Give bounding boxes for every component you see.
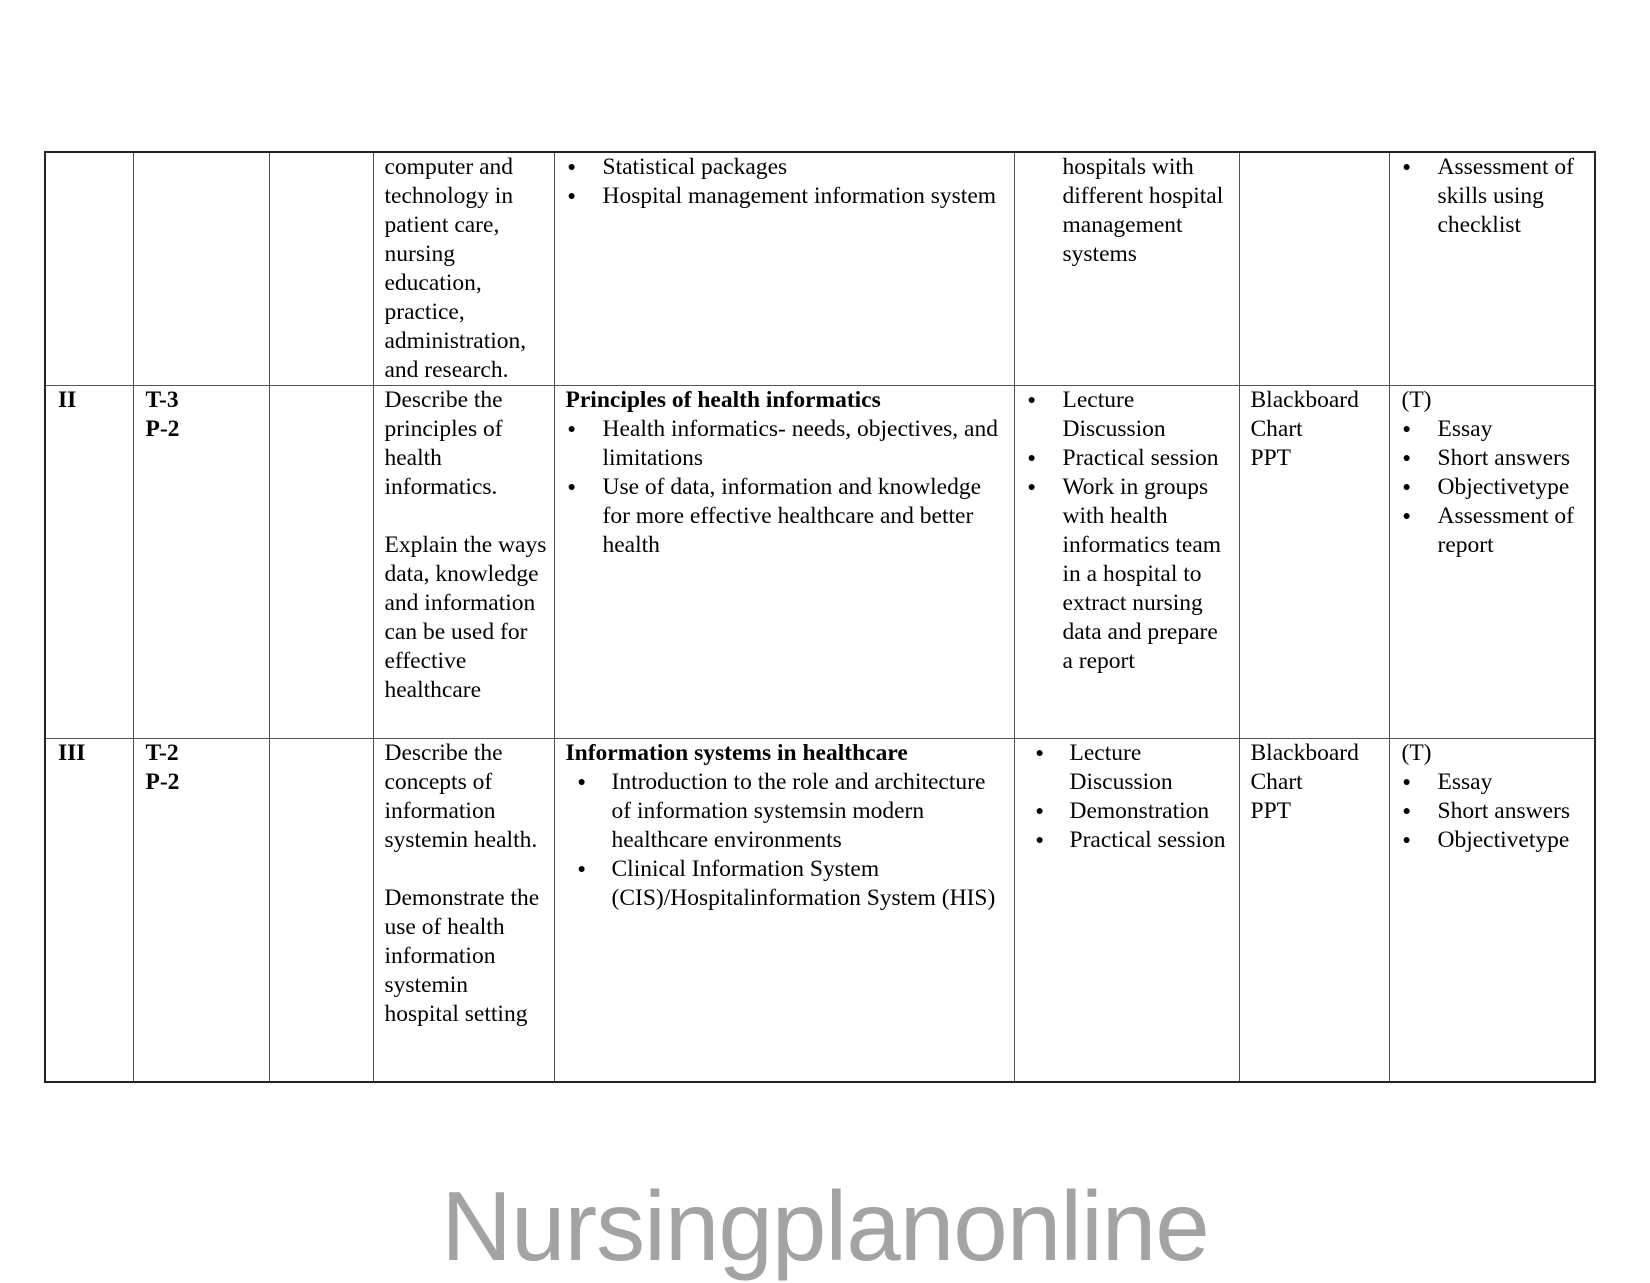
unit-cell bbox=[45, 386, 133, 739]
methods-list bbox=[1015, 739, 1239, 855]
theory-hours: T-2 bbox=[145, 740, 179, 766]
unit-cell bbox=[45, 152, 133, 386]
aid-item: Chart bbox=[1250, 416, 1303, 442]
objective-text: Describe the concepts of information systemin health. bbox=[384, 740, 538, 853]
list-item: ● Practical session bbox=[1026, 826, 1233, 855]
table-row bbox=[45, 386, 1595, 739]
evaluation-list bbox=[1390, 768, 1595, 855]
list-item: ● Objectivetype bbox=[1401, 826, 1589, 855]
list-item: ● Health informatics- needs, objectives, and limitations bbox=[566, 415, 1008, 473]
blank-cell bbox=[269, 386, 373, 739]
objective-text: computer and technology in patient care, nursing education, practice, administration, and research. bbox=[384, 154, 527, 383]
aid-item: Blackboard bbox=[1250, 387, 1359, 413]
unit-label: III bbox=[58, 740, 86, 766]
hours-cell bbox=[133, 739, 269, 1083]
curriculum-table bbox=[44, 151, 1596, 1083]
methods-cell bbox=[1014, 739, 1239, 1083]
list-item: ● Lecture Discussion bbox=[1026, 386, 1233, 444]
evaluation-list bbox=[1390, 153, 1595, 240]
list-item: ● Introduction to the role and architecture of information systemsin modern healthcare environments bbox=[566, 768, 1008, 855]
content-cell bbox=[554, 739, 1014, 1083]
list-item: ● Demonstration bbox=[1026, 797, 1233, 826]
aid-item: Chart bbox=[1250, 769, 1303, 795]
aids-cell bbox=[1239, 739, 1389, 1083]
list-item: ● Assessment of report bbox=[1401, 502, 1589, 560]
objectives-cell bbox=[373, 739, 554, 1083]
aid-item: PPT bbox=[1250, 798, 1291, 824]
aids-cell bbox=[1239, 386, 1389, 739]
list-item: ● Practical session bbox=[1026, 444, 1233, 473]
content-cell bbox=[554, 152, 1014, 386]
unit-cell bbox=[45, 739, 133, 1083]
content-cell bbox=[554, 386, 1014, 739]
objectives-cell bbox=[373, 152, 554, 386]
list-item: ● Statistical packages bbox=[566, 153, 1008, 182]
list-item: ● Objectivetype bbox=[1401, 473, 1589, 502]
list-item: ● Lecture Discussion bbox=[1026, 739, 1233, 797]
evaluation-type-label: (T) bbox=[1401, 740, 1432, 766]
evaluation-cell bbox=[1389, 739, 1595, 1083]
list-item: ● Assessment of skills using checklist bbox=[1401, 153, 1589, 240]
table-row bbox=[45, 152, 1595, 386]
watermark-text: Nursingplanonline bbox=[441, 1171, 1209, 1281]
list-item: ● Short answers bbox=[1401, 444, 1589, 473]
evaluation-cell bbox=[1389, 152, 1595, 386]
content-heading: Principles of health informatics bbox=[565, 387, 881, 413]
hours-cell bbox=[133, 152, 269, 386]
evaluation-list bbox=[1390, 415, 1595, 560]
objectives-cell bbox=[373, 386, 554, 739]
methods-continuation-text: hospitals with different hospital management systems bbox=[1062, 154, 1224, 267]
theory-hours: T-3 bbox=[145, 387, 179, 413]
methods-cell bbox=[1014, 152, 1239, 386]
aids-cell bbox=[1239, 152, 1389, 386]
list-item: ● Essay bbox=[1401, 415, 1589, 444]
blank-cell bbox=[269, 152, 373, 386]
list-item: ● Clinical Information System (CIS)/Hospitalinformation System (HIS) bbox=[566, 855, 1008, 913]
practical-hours: P-2 bbox=[145, 416, 180, 442]
practical-hours: P-2 bbox=[145, 769, 180, 795]
aid-item: PPT bbox=[1250, 445, 1291, 471]
list-item: ● Work in groups with health informatics team in a hospital to extract nursing data and prepare a report bbox=[1026, 473, 1233, 676]
methods-list bbox=[1015, 386, 1239, 676]
objective-text: Demonstrate the use of health information systemin hospital setting bbox=[384, 885, 540, 1027]
evaluation-type-label: (T) bbox=[1401, 387, 1432, 413]
aid-item: Blackboard bbox=[1250, 740, 1359, 766]
methods-cell bbox=[1014, 386, 1239, 739]
hours-cell bbox=[133, 386, 269, 739]
list-item: ● Short answers bbox=[1401, 797, 1589, 826]
list-item: ● Use of data, information and knowledge for more effective healthcare and better health bbox=[566, 473, 1008, 560]
list-item: ● Essay bbox=[1401, 768, 1589, 797]
content-heading: Information systems in healthcare bbox=[565, 740, 908, 766]
unit-label: II bbox=[58, 387, 77, 413]
objective-text: Describe the principles of health informatics. bbox=[384, 387, 503, 500]
blank-cell bbox=[269, 739, 373, 1083]
list-item: ● Hospital management information system bbox=[566, 182, 1008, 211]
content-list bbox=[555, 768, 1014, 913]
objective-text: Explain the ways data, knowledge and information can be used for effective healthcare bbox=[384, 532, 547, 703]
evaluation-cell bbox=[1389, 386, 1595, 739]
table-row bbox=[45, 739, 1595, 1083]
content-list bbox=[555, 153, 1014, 211]
content-list bbox=[555, 415, 1014, 560]
